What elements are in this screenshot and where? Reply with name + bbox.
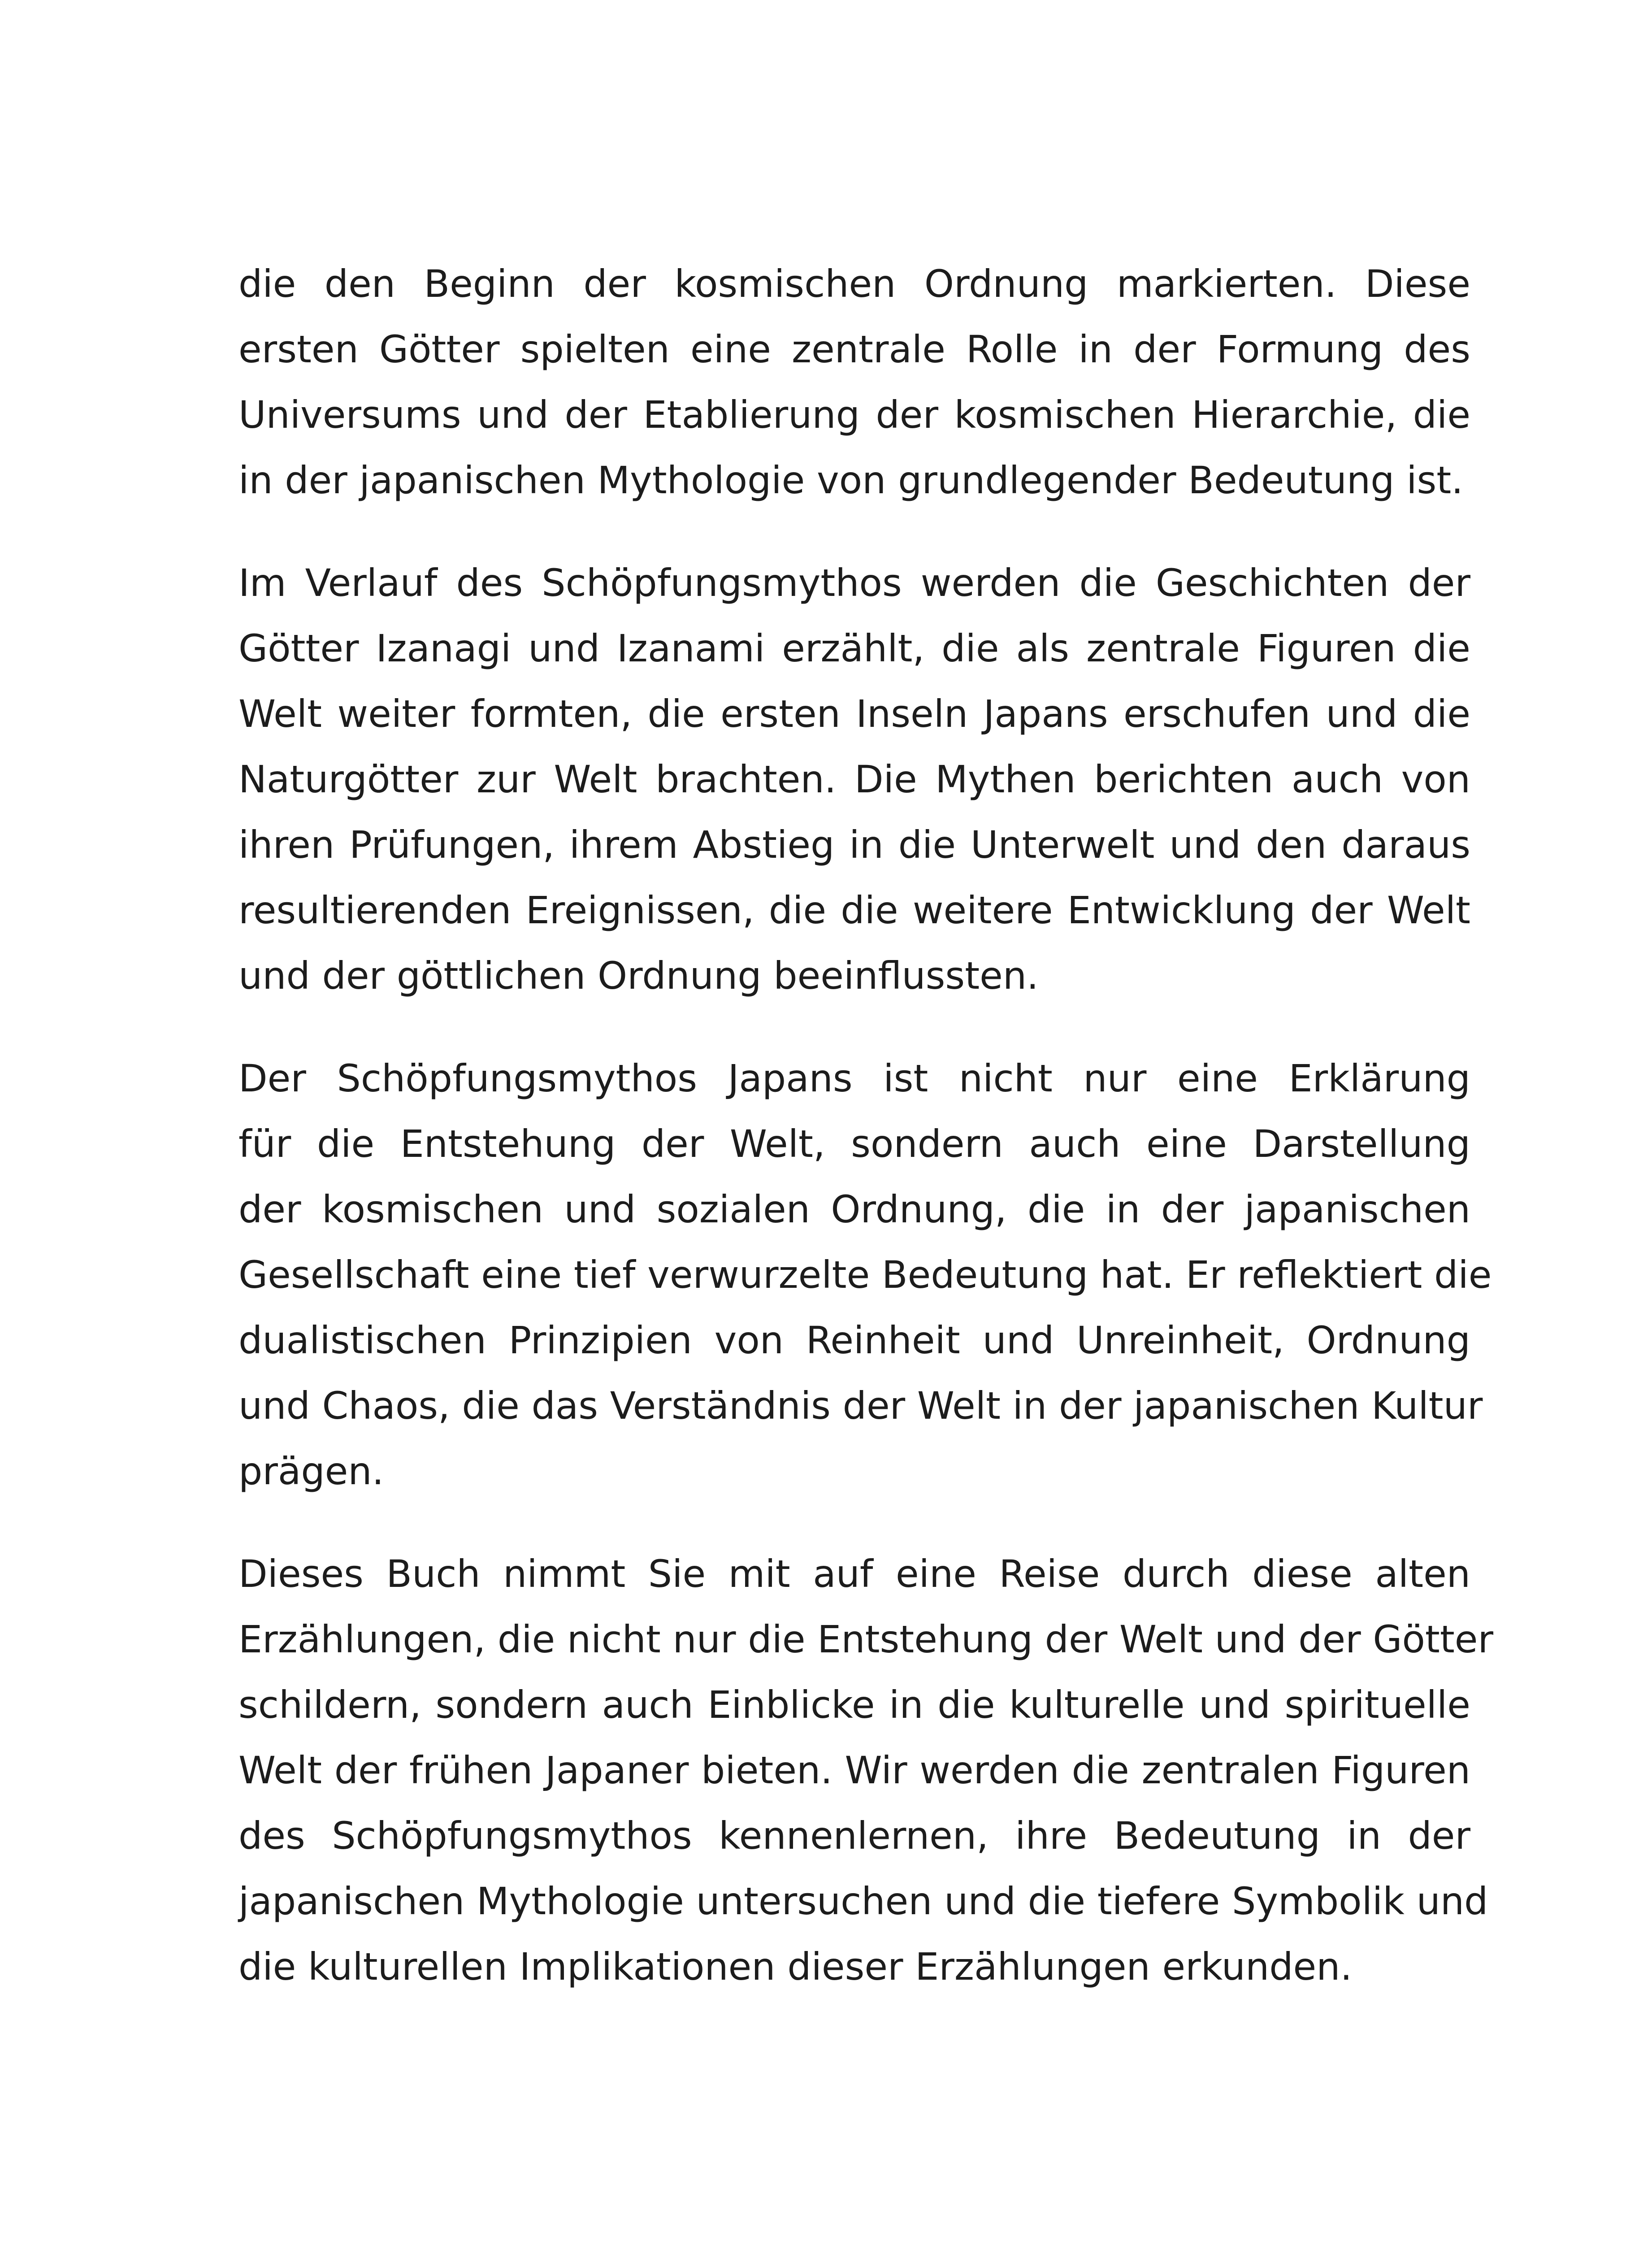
text-line: Gesellschaft eine tief verwurzelte Bedeutung hat. Er reflektiert die: [238, 1253, 1492, 1297]
text-line: Welt weiter formten, die ersten Inseln Japans erschufen und die: [238, 692, 1470, 736]
paragraph-3: [238, 1046, 1492, 1504]
text-line: Naturgötter zur Welt brachten. Die Mythen berichten auch von: [238, 757, 1470, 801]
text-line: die kulturellen Implikationen dieser Erzählungen erkunden.: [238, 1945, 1353, 1989]
text-line: ihren Prüfungen, ihrem Abstieg in die Unterwelt und den daraus: [238, 823, 1470, 867]
text-line: Der Schöpfungsmythos Japans ist nicht nur eine Erklärung: [238, 1056, 1470, 1100]
text-line: schildern, sondern auch Einblicke in die kulturelle und spirituelle: [238, 1683, 1470, 1727]
text-line: ersten Götter spielten eine zentrale Rolle in der Formung des: [238, 327, 1470, 371]
text-line: Dieses Buch nimmt Sie mit auf eine Reise durch diese alten: [238, 1552, 1470, 1596]
text-line: Welt der frühen Japaner bieten. Wir werden die zentralen Figuren: [238, 1748, 1470, 1792]
text-line: und Chaos, die das Verständnis der Welt in der japanischen Kultur: [238, 1384, 1483, 1428]
text-line: resultierenden Ereignissen, die die weitere Entwicklung der Welt: [238, 888, 1470, 932]
text-line: für die Entstehung der Welt, sondern auch eine Darstellung: [238, 1122, 1470, 1166]
text-line: Universums und der Etablierung der kosmischen Hierarchie, die: [238, 393, 1470, 437]
text-line: dualistischen Prinzipien von Reinheit und Unreinheit, Ordnung: [238, 1318, 1470, 1362]
text-line: der kosmischen und sozialen Ordnung, die in der japanischen: [238, 1187, 1470, 1231]
text-line: prägen.: [238, 1449, 384, 1493]
text-line: Erzählungen, die nicht nur die Entstehung der Welt und der Götter: [238, 1617, 1493, 1661]
body-text: [238, 251, 1493, 2037]
text-line: Götter Izanagi und Izanami erzählt, die als zentrale Figuren die: [238, 626, 1470, 670]
text-line: des Schöpfungsmythos kennenlernen, ihre Bedeutung in der: [238, 1814, 1470, 1858]
text-line: Im Verlauf des Schöpfungsmythos werden die Geschichten der: [238, 561, 1470, 605]
text-line: in der japanischen Mythologie von grundlegender Bedeutung ist.: [238, 458, 1463, 502]
text-line: und der göttlichen Ordnung beeinflussten.: [238, 954, 1039, 998]
paragraph-2: [238, 550, 1470, 1008]
paragraph-1: [238, 251, 1470, 513]
paragraph-4: [238, 1541, 1493, 1999]
text-line: die den Beginn der kosmischen Ordnung markierten. Diese: [238, 262, 1470, 306]
text-line: japanischen Mythologie untersuchen und die tiefere Symbolik und: [238, 1879, 1488, 1923]
